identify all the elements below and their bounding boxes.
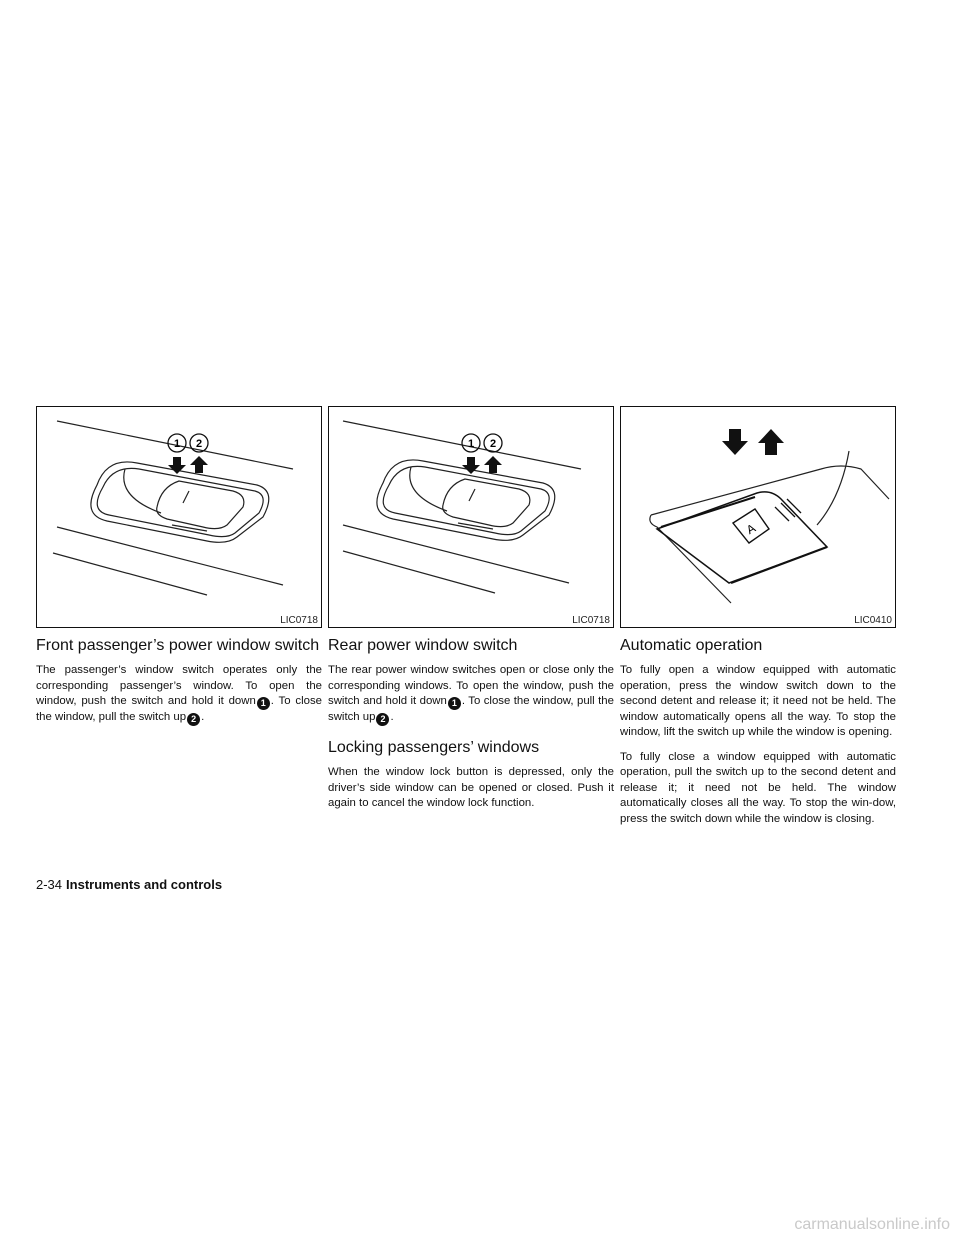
- chapter-title: Instruments and controls: [66, 877, 223, 892]
- section-paragraph: [328, 663, 614, 726]
- section-title: Automatic operation: [620, 637, 763, 654]
- section-paragraph: To fully open a window equipped with automatic operation, press the window switch down to the second detent and release it; it need not be held. The window automatically opens all the way. To stop the window, lift the switch up while the window is opening.: [620, 664, 896, 738]
- page-number: 2-34: [36, 877, 63, 892]
- callout-1-text: 1: [467, 438, 475, 450]
- column-rear-window: [328, 406, 614, 821]
- section-title: Locking passengers’ windows: [328, 739, 540, 756]
- callout-2-badge: 2: [187, 713, 200, 726]
- figure-label: LIC0718: [572, 615, 610, 626]
- paragraph-text: .: [201, 711, 205, 723]
- arrow-down-icon: [722, 429, 748, 455]
- watermark: carmanualsonline.info: [794, 1216, 950, 1233]
- window-switch-illustration: [329, 407, 601, 628]
- section-paragraph: When the window lock button is depressed, only the driver’s side window can be opened or closed. Push it again to cancel the window lock function.: [328, 766, 614, 809]
- callout-2-text: 2: [195, 438, 203, 450]
- section-title: Rear power window switch: [328, 637, 518, 654]
- section-paragraph: [36, 663, 322, 726]
- window-switch-illustration: [37, 407, 322, 628]
- arrow-up-icon: [484, 456, 502, 473]
- callout-1-badge: 1: [257, 697, 270, 710]
- callout-1-badge: 1: [448, 697, 461, 710]
- figure-label: LIC0410: [854, 615, 892, 626]
- figure-automatic-switch: [620, 406, 896, 628]
- figure-label: LIC0718: [280, 615, 318, 626]
- paragraph-text: The rear power window switches open or close only the corresponding windows. To open the window, push the switch and hold it down: [328, 664, 614, 707]
- auto-label: A: [744, 520, 758, 538]
- paragraph-text: The passenger’s window switch operates only the corresponding passenger’s window. To open the window, push the switch and hold it down: [36, 664, 322, 707]
- arrow-up-icon: [758, 429, 784, 455]
- paragraph-text: . To close the window, pull the switch up: [328, 695, 614, 723]
- section-paragraph: To fully close a window equipped with automatic operation, pull the switch up to the second detent and release it; it need not be held. The window automatically closes all the way. To stop the win-dow, press the switch down while the window is closing.: [620, 750, 896, 825]
- column-automatic: [620, 406, 896, 836]
- figure-front-passenger-switch: [36, 406, 322, 628]
- column-front-passenger: [36, 406, 322, 735]
- callout-2-text: 2: [489, 438, 497, 450]
- auto-switch-illustration: [621, 407, 896, 628]
- section-title: Front passenger’s power window switch: [36, 637, 320, 654]
- page-footer: [36, 877, 222, 892]
- callout-2-badge: 2: [376, 713, 389, 726]
- paragraph-text: . To close the window, pull the switch up: [36, 695, 322, 723]
- figure-rear-window-switch: [328, 406, 614, 628]
- callout-1-text: 1: [173, 438, 181, 450]
- paragraph-text: .: [390, 711, 394, 723]
- arrow-up-icon: [190, 456, 208, 473]
